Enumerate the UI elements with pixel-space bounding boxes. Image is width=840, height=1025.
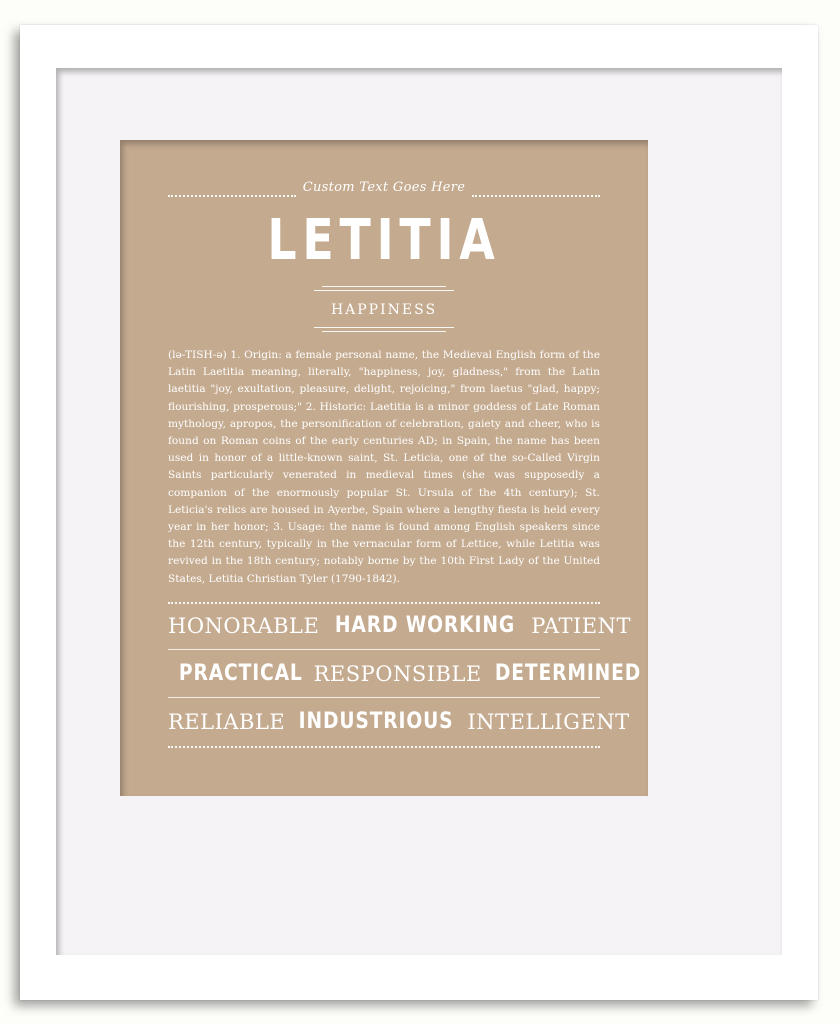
name-title: LETITIA [267,208,501,273]
trait: DETERMINED [494,661,641,686]
picture-frame [20,25,818,1000]
dotted-divider-left [168,195,296,197]
trait: RELIABLE [168,709,286,734]
trait: INTELLIGENT [467,709,630,734]
trait: PRACTICAL [178,661,303,686]
meaning-rule-bottom-1 [314,327,454,328]
dotted-divider-right [472,195,600,197]
name-definition: (lə-TISH-ə) 1. Origin: a female personal name, the Medieval English form of the Latin Laetitia meaning, literally, "happiness, joy, gladness," from the Latin laetitia "joy, exultation, pleasure, delight, rejoicing," from laetus "glad, happy; flourishing, prosperous;" 2. Historic: Laetitia is a minor goddess of Late Roman mythology, apropos, the personification of celebration, gaiety and cheer, who is found on Roman coins of the early centuries AD; in Spain, the name has been used in honor of a little-known saint, St. Leticia, one of the so-Called Virgin Saints particularly venerated in medieval times (she was supposedly a companion of the enormously popular St. Ursula of the 4th century); St. Leticia's relics are housed in Ayerbe, Spain where a lengthy fiesta is held every year in her honor; 3. Usage: the name is found among English speakers since the 12th century, typically in the vernacular form of Lettice, while Letitia was revived in the 18th century; notably borne by the 10th First Lady of the United States, Letitia Christian Tyler (1790-1842). [168,349,600,585]
meaning-rule-top-1 [322,286,446,287]
meaning-rule-top-2 [314,290,454,291]
header-line [168,180,600,206]
trait: HARD WORKING [335,613,516,638]
trait: RESPONSIBLE [313,661,482,686]
trait-row-2 [168,650,641,698]
name-print [120,140,648,796]
trait: PATIENT [531,613,631,638]
traits-dotted-bottom [168,746,600,748]
trait: INDUSTRIOUS [298,709,454,734]
custom-text: Custom Text Goes Here [302,180,466,195]
trait-row-1 [168,602,631,650]
trait-row-3 [168,698,630,745]
meaning-rule-bottom-2 [322,331,446,332]
trait: HONORABLE [168,613,320,638]
name-meaning: HAPPINESS [330,302,438,318]
traits-block [168,602,641,745]
